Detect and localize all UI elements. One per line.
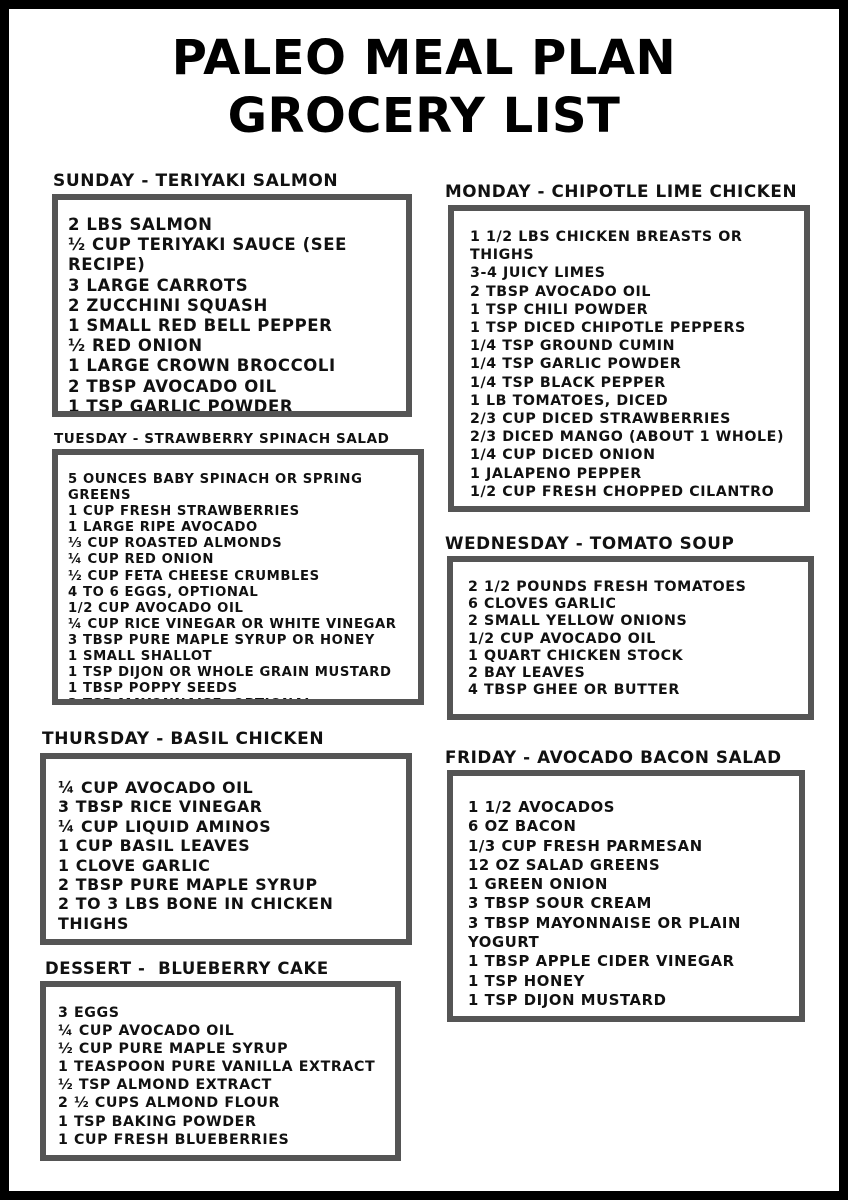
friday-list-box <box>447 770 805 1022</box>
ingredient-item: 1 1/2 AVOCADOS <box>468 799 616 816</box>
ingredient-item: 1/4 TSP BLACK PEPPER <box>470 374 666 391</box>
sunday-heading: SUNDAY - TERIYAKI SALMON <box>53 171 339 191</box>
ingredient-item: 2 1/2 POUNDS FRESH TOMATOES <box>468 579 747 595</box>
ingredient-item: 1 TSP CHILI POWDER <box>470 301 649 318</box>
ingredient-item: 1/2 CUP FRESH CHOPPED CILANTRO <box>470 483 775 500</box>
tuesday-list-box <box>52 449 424 705</box>
ingredient-item: ½ CUP FETA CHEESE CRUMBLES <box>68 568 320 584</box>
friday-heading: FRIDAY - AVOCADO BACON SALAD <box>445 747 782 767</box>
ingredient-item: 3 TBSP SOUR CREAM <box>468 895 653 913</box>
ingredient-item: 1 TSP DIJON MUSTARD <box>468 991 667 1009</box>
friday-ingredient-list <box>468 798 791 1010</box>
ingredient-item: ¼ CUP RED ONION <box>68 552 214 568</box>
ingredient-item: ¼ CUP RICE VINEGAR OR WHITE VINEGAR <box>68 616 397 632</box>
ingredient-item: ½ CUP TERIYAKI SAUCE (SEE RECIPE) <box>68 235 347 275</box>
ingredient-item: ⅓ CUP ROASTED ALMONDS <box>68 536 283 552</box>
title-line-1: PALEO MEAL PLAN <box>171 30 677 86</box>
ingredient-item: ¼ CUP AVOCADO OIL <box>58 778 254 797</box>
ingredient-item: 1 JALAPENO PEPPER <box>470 465 642 482</box>
ingredient-item: 2 TBSP AVOCADO OIL <box>68 376 277 396</box>
ingredient-item: 2 TSP MAYONNAISE, OPTIONAL <box>68 697 314 705</box>
ingredient-item: 1 GREEN ONION <box>468 876 608 894</box>
ingredient-item: 1 TSP BAKING POWDER <box>58 1113 257 1130</box>
ingredient-item: 1 SMALL RED BELL PEPPER <box>68 316 333 336</box>
dessert-ingredient-list <box>58 1004 387 1149</box>
ingredient-item: ½ TSP ALMOND EXTRACT <box>58 1077 272 1094</box>
ingredient-item: 3 LARGE CARROTS <box>68 275 249 295</box>
thursday-heading: THURSDAY - BASIL CHICKEN <box>42 729 325 749</box>
ingredient-item: ¼ CUP AVOCADO OIL <box>58 1023 235 1040</box>
ingredient-item: 1 TBSP APPLE CIDER VINEGAR <box>468 953 735 971</box>
grocery-list-page <box>9 9 839 1191</box>
ingredient-item: 1 TSP DICED CHIPOTLE PEPPERS <box>470 320 746 337</box>
tuesday-ingredient-list <box>68 472 408 705</box>
sunday-ingredient-list <box>68 215 396 417</box>
thursday-list-box <box>40 753 412 945</box>
ingredient-item: 1 TSP HONEY <box>468 972 585 990</box>
title-line-2: GROCERY LIST <box>227 88 621 144</box>
ingredient-item: 2 SMALL YELLOW ONIONS <box>468 613 688 630</box>
ingredient-item: 1 CUP FRESH BLUEBERRIES <box>58 1131 290 1148</box>
ingredient-item: 1 CUP FRESH STRAWBERRIES <box>68 504 300 520</box>
dessert-list-box <box>40 981 401 1161</box>
ingredient-item: 1 1/2 LBS CHICKEN BREASTS OR THIGHS <box>470 229 743 264</box>
ingredient-item: 2/3 CUP DICED STRAWBERRIES <box>470 411 731 428</box>
ingredient-item: 1 TEASPOON PURE VANILLA EXTRACT <box>58 1059 376 1076</box>
ingredient-item: 2 ZUCCHINI SQUASH <box>68 295 268 315</box>
dessert-heading: DESSERT - BLUEBERRY CAKE <box>45 959 329 978</box>
ingredient-item: 1 SMALL SHALLOT <box>68 649 213 665</box>
ingredient-item: 5 OUNCES BABY SPINACH OR SPRING GREENS <box>68 472 363 504</box>
wednesday-heading: WEDNESDAY - TOMATO SOUP <box>445 533 735 553</box>
ingredient-item: 2 LBS SALMON <box>68 215 213 234</box>
ingredient-item: 3 EGGS <box>58 1005 120 1021</box>
ingredient-item: 1 LARGE CROWN BROCCOLI <box>68 356 336 376</box>
ingredient-item: 12 OZ SALAD GREENS <box>468 856 661 874</box>
ingredient-item: 3-4 JUICY LIMES <box>470 265 606 282</box>
ingredient-item: 1 CLOVE GARLIC <box>58 855 211 875</box>
ingredient-item: 2 TBSP PURE MAPLE SYRUP <box>58 875 318 895</box>
ingredient-item: 1/4 CUP DICED ONION <box>470 447 656 464</box>
ingredient-item: 1 LB TOMATOES, DICED <box>470 392 669 409</box>
ingredient-item: 1 TSP DIJON OR WHOLE GRAIN MUSTARD <box>68 665 392 681</box>
ingredient-item: 4 TBSP GHEE OR BUTTER <box>468 682 680 699</box>
ingredient-item: 3 TBSP PURE MAPLE SYRUP OR HONEY <box>68 632 375 648</box>
wednesday-list-box <box>447 556 814 720</box>
ingredient-item: 1/4 TSP GARLIC POWDER <box>470 356 682 373</box>
ingredient-item: 1/3 CUP FRESH PARMESAN <box>468 837 703 855</box>
ingredient-item: 2 ½ CUPS ALMOND FLOUR <box>58 1095 281 1112</box>
ingredient-item: ½ CUP PURE MAPLE SYRUP <box>58 1041 289 1058</box>
ingredient-item: 1/2 CUP AVOCADO OIL <box>68 600 244 616</box>
sunday-list-box <box>52 194 412 417</box>
ingredient-item: 3 TBSP RICE VINEGAR <box>58 797 263 817</box>
ingredient-item: 1/2 CUP AVOCADO OIL <box>468 630 656 647</box>
ingredient-item: 1 LARGE RIPE AVOCADO <box>68 520 258 536</box>
ingredient-item: 2 TO 3 LBS BONE IN CHICKEN THIGHS <box>58 894 334 933</box>
ingredient-item: 4 TO 6 EGGS, OPTIONAL <box>68 584 259 600</box>
monday-heading: MONDAY - CHIPOTLE LIME CHICKEN <box>445 181 798 201</box>
ingredient-item: 1 TSP GARLIC POWDER <box>68 396 294 416</box>
ingredient-item: 1 TBSP POPPY SEEDS <box>68 681 238 697</box>
ingredient-item: ½ RED ONION <box>68 336 203 356</box>
monday-list-box <box>448 205 810 512</box>
thursday-ingredient-list <box>58 778 396 933</box>
page-title <box>9 29 839 145</box>
monday-ingredient-list <box>470 228 794 501</box>
ingredient-item: 1 CUP BASIL LEAVES <box>58 836 251 856</box>
ingredient-item: 1/4 TSP GROUND CUMIN <box>470 338 676 355</box>
ingredient-item: 2 TBSP AVOCADO OIL <box>470 283 652 300</box>
wednesday-ingredient-list <box>468 579 798 699</box>
ingredient-item: 6 OZ BACON <box>468 818 577 836</box>
ingredient-item: 6 CLOVES GARLIC <box>468 596 617 613</box>
tuesday-heading: TUESDAY - STRAWBERRY SPINACH SALAD <box>54 431 390 447</box>
ingredient-item: 2 BAY LEAVES <box>468 665 586 682</box>
ingredient-item: 3 TBSP MAYONNAISE OR PLAIN YOGURT <box>468 914 741 952</box>
ingredient-item: 1 QUART CHICKEN STOCK <box>468 647 684 664</box>
ingredient-item: 2/3 DICED MANGO (ABOUT 1 WHOLE) <box>470 429 785 446</box>
ingredient-item: ¼ CUP LIQUID AMINOS <box>58 816 272 836</box>
